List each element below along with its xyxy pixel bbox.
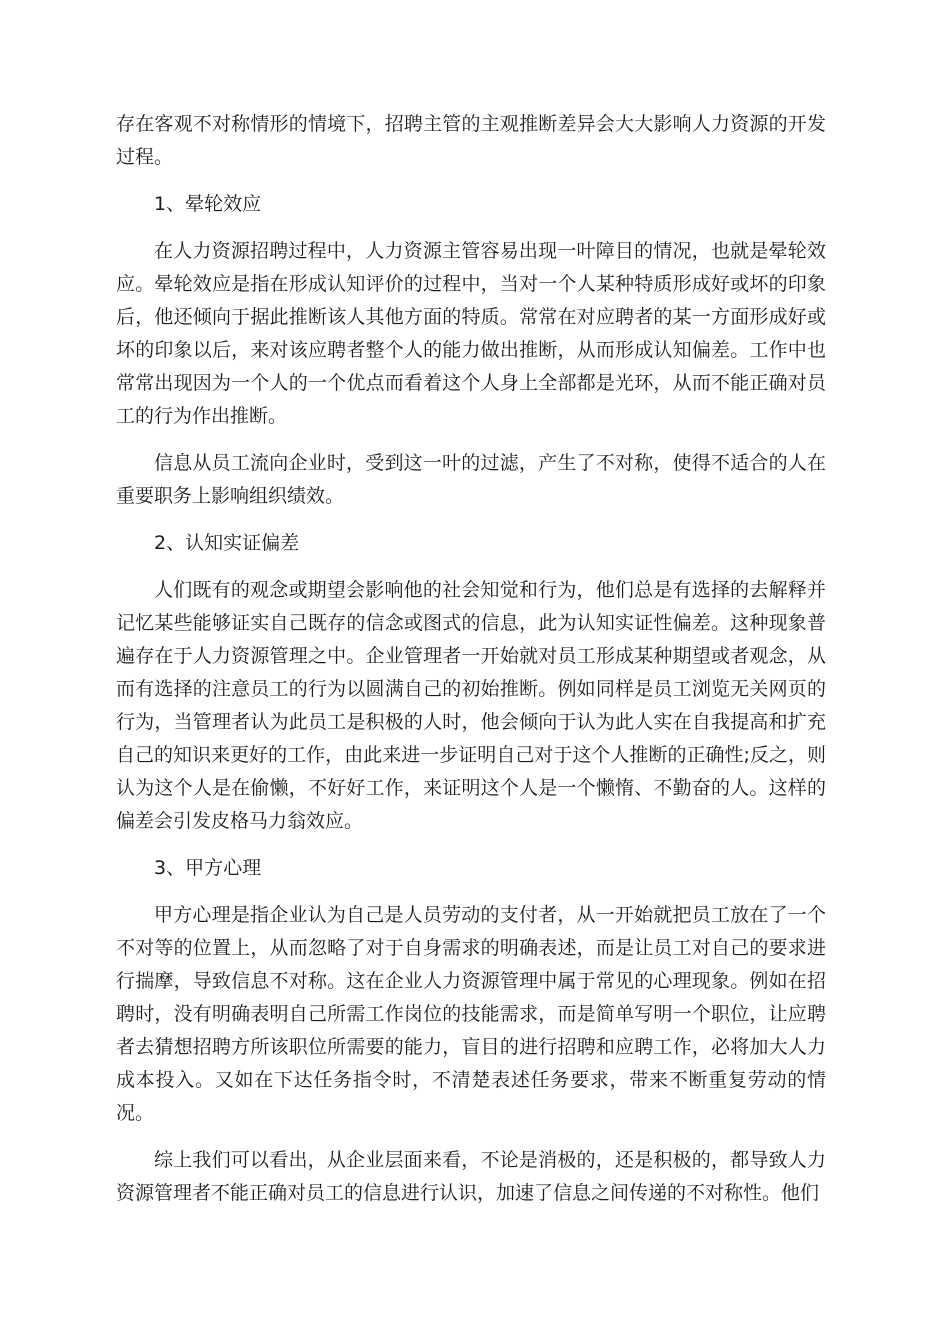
paragraph-halo-effect: 在人力资源招聘过程中，人力资源主管容易出现一叶障目的情况，也就是晕轮效应。晕轮效应是指在形成认知评价的过程中，当对一个人某种特质形成好或坏的印象后，他还倾向于据此推断该人其他方面的特质。常常在对应聘者的某一方面形成好或坏的印象以后，来对该应聘者整个人的能力做出推断，从而形成认知偏差。工作中也常常出现因为一个人的一个优点而看着这个人身上全部都是光环，从而不能正确对员工的行为作出推断。 <box>116 240 826 427</box>
document-body <box>116 108 826 1224</box>
paragraph-summary: 综上我们可以看出，从企业层面来看，不论是消极的，还是积极的，都导致人力资源管理者不能正确对员工的信息进行认识，加速了信息之间传递的不对称性。他们 <box>116 1149 826 1204</box>
paragraph-party-a-mentality: 甲方心理是指企业认为自己是人员劳动的支付者，从一开始就把员工放在了一个不对等的位置上，从而忽略了对于自身需求的明确表述，而是让员工对自己的要求进行揣摩，导致信息不对称。这在企业人力资源管理中属于常见的心理现象。例如在招聘时，没有明确表明自己所需工作岗位的技能需求，而是简单写明一个职位，让应聘者去猜想招聘方所该职位所需要的能力，盲目的进行招聘和应聘工作，必将加大人力成本投入。又如在下达任务指令时，不清楚表述任务要求，带来不断重复劳动的情况。 <box>116 904 826 1124</box>
section-heading-halo-effect: 1、晕轮效应 <box>154 193 262 215</box>
section-heading-confirmation-bias: 2、认知实证偏差 <box>154 532 300 554</box>
section-heading-party-a-mentality: 3、甲方心理 <box>154 857 262 879</box>
paragraph-information-filter: 信息从员工流向企业时，受到这一叶的过滤，产生了不对称，使得不适合的人在重要职务上影响组织绩效。 <box>116 452 826 507</box>
paragraph-confirmation-bias: 人们既有的观念或期望会影响他的社会知觉和行为，他们总是有选择的去解释并记忆某些能够证实自己既存的信念或图式的信息，此为认知实证性偏差。这种现象普遍存在于人力资源管理之中。企业管理者一开始就对员工形成某种期望或者观念，从而有选择的注意员工的行为以圆满自己的初始推断。例如同样是员工浏览无关网页的行为，当管理者认为此员工是积极的人时，他会倾向于认为此人实在自我提高和扩充自己的知识来更好的工作，由此来进一步证明自己对于这个人推断的正确性;反之，则认为这个人是在偷懒，不好好工作，来证明这个人是一个懒惰、不勤奋的人。这样的偏差会引发皮格马力翁效应。 <box>116 579 826 832</box>
paragraph-continuation: 存在客观不对称情形的情境下，招聘主管的主观推断差异会大大影响人力资源的开发过程。 <box>116 113 826 168</box>
